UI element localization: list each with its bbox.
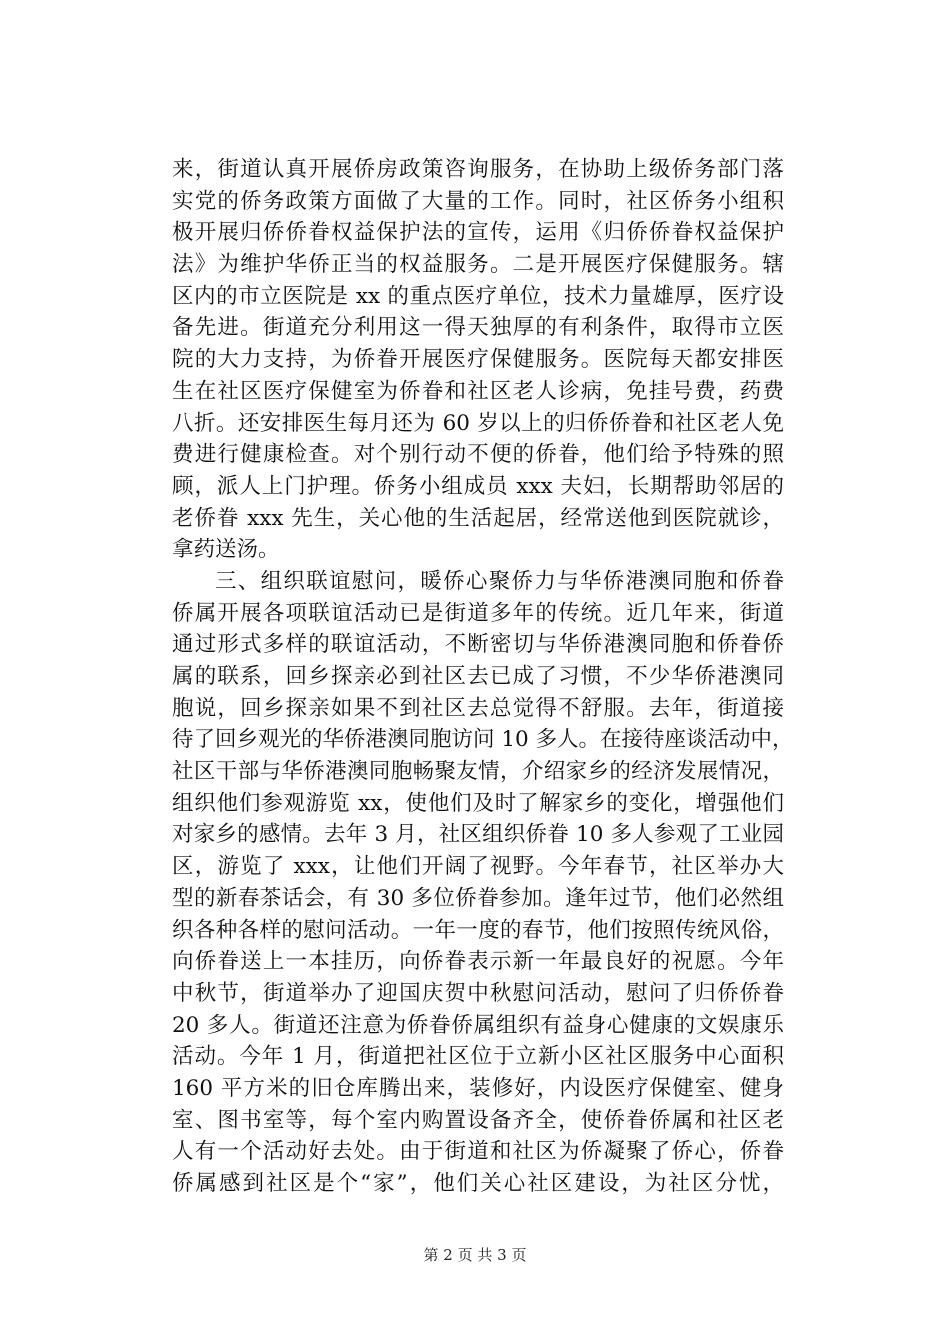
text-line: 人有一个活动好去处。由于街道和社区为侨凝聚了侨心，侨眷 [172,1139,784,1165]
text-line: 组织他们参观游览 xx，使他们及时了解家乡的变化，增强他们 [172,790,784,816]
text-line: 区内的市立医院是 xx 的重点医疗单位，技术力量雄厚，医疗设 [172,283,784,309]
text-line: 生在社区医疗保健室为侨眷和社区老人诊病，免挂号费，药费 [172,378,784,404]
text-line: 待了回乡观光的华侨港澳同胞访问 10 多人。在接待座谈活动中， [172,727,794,753]
text-line: 室、图书室等，每个室内购置设备齐全，使侨眷侨属和社区老 [172,1107,784,1133]
text-line: 实党的侨务政策方面做了大量的工作。同时，社区侨务小组积 [172,188,784,214]
text-line: 对家乡的感情。去年 3 月，社区组织侨眷 10 多人参观了工业园 [172,822,784,848]
text-line: 活动。今年 1 月，街道把社区位于立新小区社区服务中心面积 [172,1044,784,1070]
text-line: 通过形式多样的联谊活动，不断密切与华侨港澳同胞和侨眷侨 [172,632,784,658]
text-line: 属的联系，回乡探亲必到社区去已成了习惯，不少华侨港澳同 [172,664,784,689]
text-line: 中秋节，街道举办了迎国庆贺中秋慰问活动，慰问了归侨侨眷 [172,980,784,1006]
text-line: 区，游览了 xxx，让他们开阔了视野。今年春节，社区举办大 [172,854,784,880]
text-line: 胞说，回乡探亲如果不到社区去总觉得不舒服。去年，街道接 [172,695,784,721]
text-line: 老侨眷 xxx 先生，关心他的生活起居，经常送他到医院就诊， [172,505,784,531]
text-line: 拿药送汤。 [172,537,280,563]
text-line: 型的新春茶话会，有 30 多位侨眷参加。逢年过节，他们必然组 [172,885,784,911]
text-line: 160 平方米的旧仓库腾出来，装修好，内设医疗保健室、健身 [172,1075,784,1101]
text-line: 侨属开展各项联谊活动已是街道多年的传统。近几年来，街道 [172,600,784,626]
text-line: 八折。还安排医生每月还为 60 岁以上的归侨侨眷和社区老人免 [172,410,784,436]
text-line: 来，街道认真开展侨房政策咨询服务，在协助上级侨务部门落 [172,157,784,182]
text-line: 备先进。街道充分利用这一得天独厚的有利条件，取得市立医 [172,315,784,341]
text-line: 织各种各样的慰问活动。一年一度的春节，他们按照传统风俗， [172,917,784,943]
text-line: 20 多人。街道还注意为侨眷侨属组织有益身心健康的文娱康乐 [172,1012,784,1038]
text-line: 院的大力支持，为侨眷开展医疗保健服务。医院每天都安排医 [172,347,784,373]
text-line: 极开展归侨侨眷权益保护法的宣传，运用《归侨侨眷权益保护 [172,220,784,246]
text-line: 法》为维护华侨正当的权益服务。二是开展医疗保健服务。辖 [172,252,784,278]
text-line: 费进行健康检查。对个别行动不便的侨眷，他们给予特殊的照 [172,442,784,468]
page-footer: 第 2 页 共 3 页 [423,1246,527,1264]
text-line: 侨属感到社区是个“家”，他们关心社区建设，为社区分忧， [172,1171,784,1196]
text-line: 向侨眷送上一本挂历，向侨眷表示新一年最良好的祝愿。今年 [172,949,784,975]
text-line: 顾，派人上门护理。侨务小组成员 xxx 夫妇，长期帮助邻居的 [172,473,784,499]
section-heading-line: 三、组织联谊慰问，暖侨心聚侨力与华侨港澳同胞和侨眷 [215,568,784,594]
text-line: 社区干部与华侨港澳同胞畅聚友情，介绍家乡的经济发展情况， [172,759,784,785]
body-text [172,154,794,1200]
